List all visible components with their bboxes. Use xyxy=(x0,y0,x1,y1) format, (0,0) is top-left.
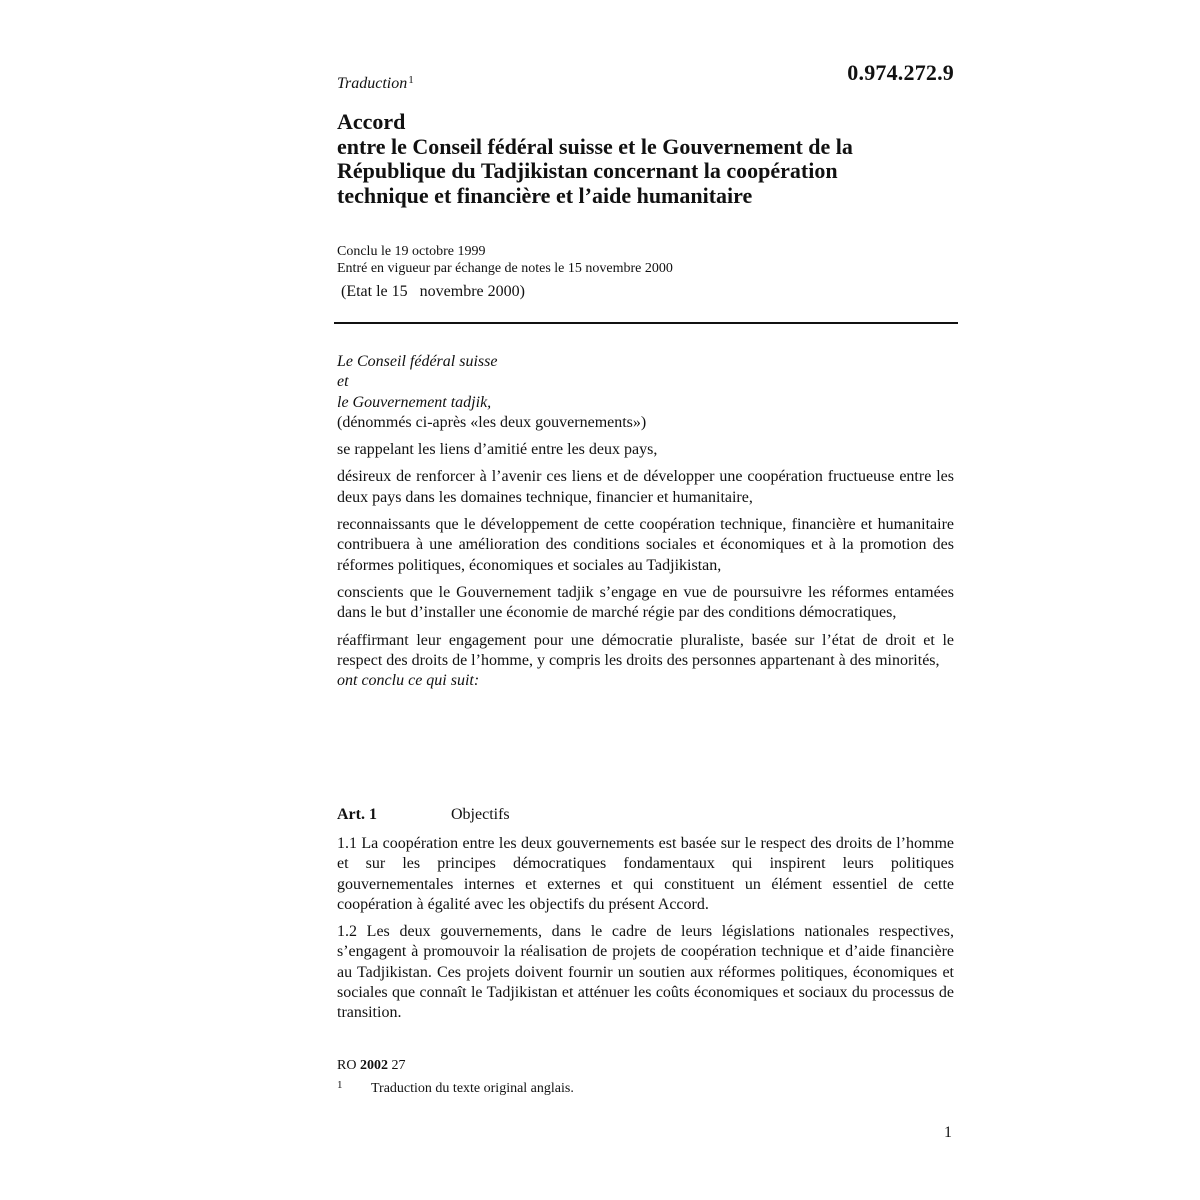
party-2: le Gouvernement tadjik, xyxy=(337,393,492,411)
footnote-number: 1 xyxy=(337,1079,343,1091)
recital: désireux de renforcer à l’avenir ces liens et de développer une coopération fructueuse entre les deux pays dans les domaines technique, financier et humanitaire, xyxy=(337,468,954,506)
document-number: 0.974.272.9 xyxy=(847,60,954,85)
article-paragraph: 1.2 Les deux gouvernements, dans le cadre de leurs législations nationales respectives, s’engagent à promouvoir la réalisation de projets de coopération technique et d’aide financière au Tadjikistan. Ces projets doivent fournir un soutien aux réformes politiques, économiques et sociales que connaît le Tadjikistan et atténuer les coûts économiques et sociaux du processus de transition. xyxy=(337,923,954,1022)
article-number: Art. 1 xyxy=(337,806,377,823)
recital: reconnaissants que le développement de cette coopération technique, financière et humanitaire contribuera à une amélioration des conditions sociales et économiques et à la promotion des réformes politiques, économiques et sociales au Tadjikistan, xyxy=(337,516,954,574)
title-line: entre le Conseil fédéral suisse et le Gouvernement de la xyxy=(337,133,853,159)
designation: (dénommés ci-après «les deux gouvernements») xyxy=(337,413,647,431)
article-paragraph: 1.1 La coopération entre les deux gouvernements est basée sur le respect des droits de l’homme et sur les principes démocratiques fondamentaux qui inspirent leurs politiques gouvernementales internes et externes et qui constituent un élément essentiel de cette coopération à égalité avec les objectifs du présent Accord. xyxy=(337,835,954,913)
party-1: Le Conseil fédéral suisse xyxy=(337,353,498,370)
title-line: République du Tadjikistan concernant la coopération xyxy=(337,158,838,183)
title-line: Accord xyxy=(337,109,406,134)
entry-into-force: Entré en vigueur par échange de notes le 15 novembre 2000 xyxy=(337,261,673,276)
document-title xyxy=(337,110,957,208)
footnote-text: Traduction du texte original anglais. xyxy=(371,1081,574,1096)
preamble xyxy=(337,352,954,698)
page-number: 1 xyxy=(944,1124,952,1141)
recital: se rappelant les liens d’amitié entre les deux pays, xyxy=(337,441,658,459)
article-body xyxy=(337,834,954,1031)
header-divider xyxy=(334,322,958,324)
recital: conscients que le Gouvernement tadjik s’engage en vue de poursuivre les réformes entamées dans le but d’installer une économie de marché régie par des conditions démocratiques, xyxy=(337,583,954,622)
ro-reference: RO 2002 27 xyxy=(337,1058,406,1073)
translation-label: Traduction$^1$ xyxy=(337,74,414,92)
article-heading xyxy=(337,805,510,825)
closing-formula: ont conclu ce qui suit: xyxy=(337,672,480,690)
conjunction: et xyxy=(337,373,349,391)
footnote-ref[interactable]: 1 xyxy=(408,74,414,86)
article-title: Objectifs xyxy=(451,806,510,823)
metadata-block xyxy=(337,243,673,277)
status-date: (Etat le 15 novembre 2000) xyxy=(341,283,525,300)
footnote xyxy=(337,1079,574,1097)
recital: réaffirmant leur engagement pour une démocratie pluraliste, basée sur l’état de droit et le respect des droits de l’homme, y compris les droits des personnes appartenant à des minorités, xyxy=(337,631,954,669)
concluded-date: Conclu le 19 octobre 1999 xyxy=(337,244,486,259)
title-line: technique et financière et l’aide humanitaire xyxy=(337,182,753,208)
